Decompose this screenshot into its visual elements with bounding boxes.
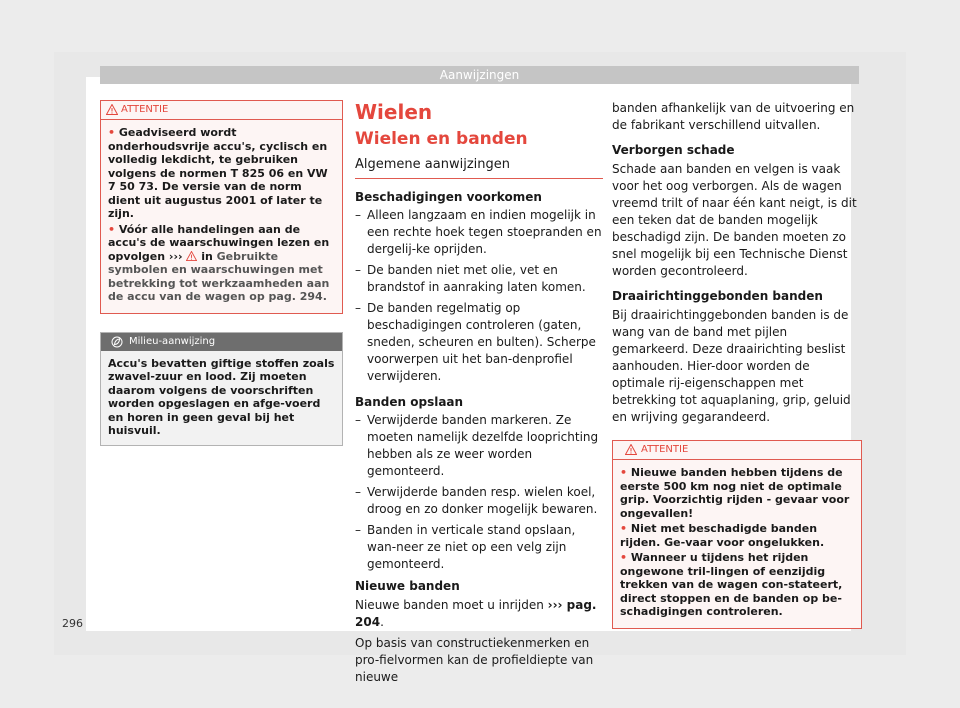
paragraph: Schade aan banden en velgen is vaak voor het oog verborgen. Als de wagen vreemd trilt of naar één kant neigt, is dit een teken dat de banden mogelijk beschadigd zijn. De banden moeten zo snel mogelijk bij een Technische Dienst worden gecontroleerd.: [612, 162, 857, 278]
bullet-dot-icon: •: [108, 222, 116, 236]
warning-bullet: [108, 126, 335, 221]
section-header: Aanwijzingen: [100, 66, 859, 84]
page-reference-link[interactable]: ››› pag. 204: [355, 598, 597, 629]
list-item: – Banden in verticale stand opslaan, wan-neer ze niet op een velg zijn gemonteerd.: [355, 522, 603, 573]
heading-new-tyres: Nieuwe banden: [355, 579, 460, 593]
list-item: – Verwijderde banden markeren. Ze moeten namelijk dezelfde looprichting hebben als ze weer worden gemonteerd.: [355, 412, 603, 480]
warning-text: Niet met beschadigde banden rijden. Ge-vaar voor ongelukken.: [620, 522, 825, 549]
warning-text: Geadviseerd wordt onderhoudsvrije accu's, cyclisch en volledig lekdicht, te gebruiken volgens de normen T 825 06 en VW 7 50 73. De versie van de norm dient uit augustus 2001 of later te zijn.: [108, 126, 328, 220]
warning-header: [613, 441, 861, 460]
page-number: 296: [62, 617, 83, 630]
paragraph: banden afhankelijk van de uitvoering en de fabrikant verschillend uitvallen.: [612, 101, 855, 132]
paragraph: [355, 597, 603, 631]
environment-leaf-icon: [111, 336, 123, 348]
warning-header: [101, 101, 342, 120]
section-title: Wielen en banden: [355, 129, 528, 149]
bullet-dot-icon: •: [620, 522, 628, 535]
heading-directional-tyres: Draairichtinggebonden banden: [612, 289, 823, 303]
list-item: – Alleen langzaam en indien mogelijk in een rechte hoek tegen stoepranden en dergelij-ke oprijden.: [355, 207, 603, 258]
bullet-dot-icon: •: [108, 126, 116, 139]
warning-bullet: [620, 522, 854, 549]
heading-damage: Beschadigingen voorkomen: [355, 190, 542, 204]
paragraph: Op basis van constructiekenmerken en pro-fielvormen kan de profieldiepte van nieuwe: [355, 636, 594, 684]
bullet-dot-icon: •: [620, 466, 628, 479]
warning-body: [101, 120, 342, 313]
chapter-title: Wielen: [355, 100, 433, 124]
warning-icon: [625, 444, 637, 455]
warning-icon: [106, 104, 118, 115]
right-column: [612, 100, 862, 629]
warning-bullet: [620, 466, 854, 520]
warning-label: ATTENTIE: [641, 444, 689, 455]
warning-reference-link[interactable]: Gebruikte symbolen en waarschuwingen met betrekking tot werkzaamheden aan de accu van de wagen op pag. 294.: [108, 249, 330, 303]
list-item: – De banden regelmatig op beschadigingen controleren (gaten, sneden, scheuren en bulten). Scherpe voorwerpen uit het ban-denprofiel verwijderen.: [355, 300, 603, 385]
environment-label: Milieu-aanwijzing: [129, 335, 216, 347]
warning-box: [612, 440, 862, 629]
warning-body: [613, 460, 861, 628]
warning-text: Wanneer u tijdens het rijden ongewone tril-lingen of eenzijdig trekken van de wagen con-stateert, direct stoppen en de banden op be-schadigingen controleren.: [620, 551, 843, 618]
paragraph: Bij draairichtinggebonden banden is de wang van de band met pijlen gemarkeerd. Deze draairichting beslist aanhouden. Hier-door worden de optimale rij-eigenschappen met betrekking tot aquaplaning, grip, geluid en wrijving gegarandeerd.: [612, 308, 851, 424]
paragraph-text: .: [380, 615, 384, 629]
warning-box: [100, 100, 343, 314]
list-item: – Verwijderde banden resp. wielen koel, droog en zo donker mogelijk bewaren.: [355, 484, 603, 518]
environment-header: [101, 333, 342, 351]
paragraph-text: Nieuwe banden moet u inrijden: [355, 598, 548, 612]
subsection-title: Algemene aanwijzingen: [355, 156, 603, 179]
environment-text: Accu's bevatten giftige stoffen zoals zwavel-zuur en lood. Zij moeten daarom volgens de voorschriften worden opgeslagen en afge-voerd en horen in geen geval bij het huisvuil.: [108, 356, 335, 437]
bullet-dot-icon: •: [620, 551, 628, 564]
middle-column: [355, 100, 603, 686]
warning-text: in: [197, 249, 213, 263]
warning-text: Nieuwe banden hebben tijdens de eerste 500 km nog niet de optimale grip. Voorzichtig rijden - gevaar voor ongevallen!: [620, 466, 850, 520]
warning-text: Vóór alle handelingen aan de accu's de waarschuwingen lezen en opvolgen ›››: [108, 222, 330, 263]
left-column: [100, 100, 343, 446]
warning-bullet: [620, 551, 854, 619]
heading-hidden-damage: Verborgen schade: [612, 143, 735, 157]
heading-storage: Banden opslaan: [355, 395, 464, 409]
list-item: – De banden niet met olie, vet en brandstof in aanraking laten komen.: [355, 262, 603, 296]
warning-label: ATTENTIE: [121, 104, 169, 115]
environment-box: [100, 332, 343, 446]
warning-icon: [186, 251, 197, 261]
warning-bullet: [108, 223, 335, 304]
